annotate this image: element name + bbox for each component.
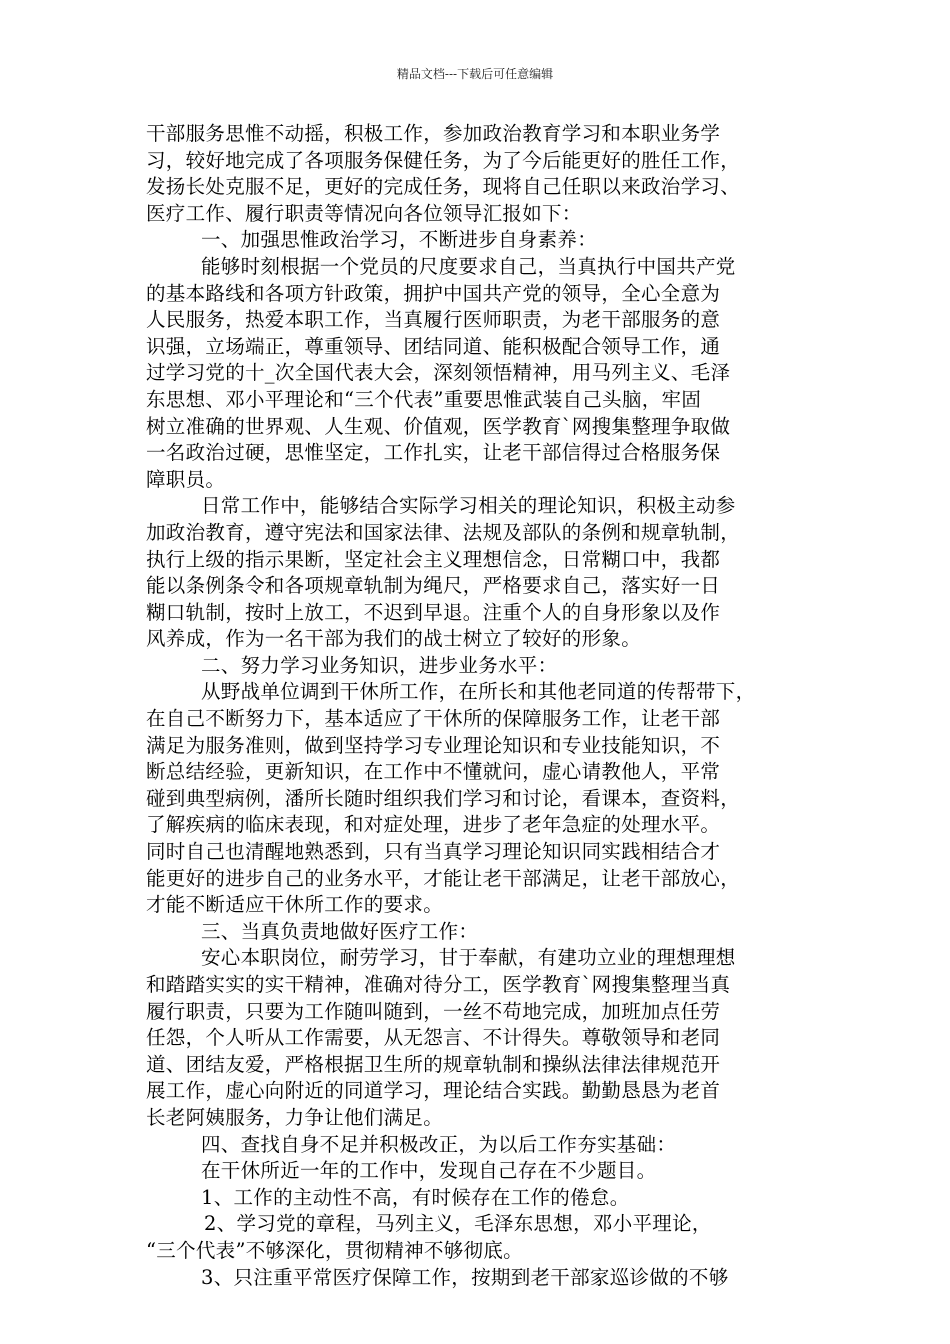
text-line: 了解疾病的临床表现，和对症处理，进步了老年急症的处理水平。 (146, 813, 721, 837)
text-line: “三个代表”不够深化，贯彻精神不够彻底。 (146, 1238, 523, 1262)
text-line: 满足为服务准则，做到坚持学习专业理论知识和专业技能知识，不 (146, 733, 721, 757)
text-line: 从野战单位调到干休所工作，在所长和其他老同道的传帮带下， (201, 680, 756, 704)
text-line: 履行职责，只要为工作随叫随到，一丝不苟地完成，加班加点任劳 (146, 999, 721, 1023)
text-line: 2、学习党的章程，马列主义，毛泽东思想，邓小平理论， (204, 1212, 712, 1236)
text-line: 障职员。 (146, 467, 226, 491)
text-line: 任怨，个人听从工作需要，从无怨言、不计得失。尊敬领导和老同 (146, 1026, 721, 1050)
text-line: 加政治教育，遵守宪法和国家法律、法规及部队的条例和规章轨制， (146, 520, 741, 544)
text-line: 人民服务，热爱本职工作，当真履行医师职责，为老干部服务的意 (146, 308, 721, 332)
text-line: 碰到典型病例，潘所长随时组织我们学习和讨论，看课本，查资料， (146, 786, 741, 810)
text-line: 糊口轨制，按时上放工，不迟到早退。注重个人的自身形象以及作 (146, 600, 721, 624)
text-line: 树立准确的世界观、人生观、价值观，医学教育`网搜集整理争取做 (146, 414, 731, 438)
text-line: 三、当真负责地做好医疗工作： (201, 919, 479, 943)
text-line: 能以条例条令和各项规章轨制为绳尺，严格要求自己，落实好一日 (146, 574, 721, 598)
text-line: 干部服务思惟不动摇，积极工作，参加政治教育学习和本职业务学 (146, 122, 721, 145)
text-line: 医疗工作、履行职责等情况向各位领导汇报如下： (146, 201, 582, 225)
text-line: 识强，立场端正，尊重领导、团结同道、能积极配合领导工作，通 (146, 334, 721, 358)
text-line: 过学习党的十_次全国代表大会，深刻领悟精神，用马列主义、毛泽 (146, 361, 731, 385)
text-line: 在自己不断努力下，基本适应了干休所的保障服务工作，让老干部 (146, 707, 721, 731)
page-header: 精品文档---下载后可任意编辑 (396, 67, 554, 81)
text-line: 日常工作中，能够结合实际学习相关的理论知识，积极主动参 (201, 494, 736, 518)
text-line: 的基本路线和各项方针政策，拥护中国共产党的领导，全心全意为 (146, 281, 721, 305)
text-line: 二、努力学习业务知识，进步业务水平： (201, 653, 558, 677)
text-line: 东思想、邓小平理论和“三个代表”重要思惟武装自己头脑，牢固 (146, 387, 702, 411)
text-line: 安心本职岗位，耐劳学习，甘于奉献，有建功立业的理想理想 (201, 946, 736, 970)
text-line: 风养成，作为一名干部为我们的战士树立了较好的形象。 (146, 627, 642, 651)
text-line: 3、只注重平常医疗保障工作，按期到老干部家巡诊做的不够 (201, 1265, 729, 1289)
text-line: 一名政治过硬，思惟坚定，工作扎实，让老干部信得过合格服务保 (146, 441, 721, 465)
text-line: 1、工作的主动性不高，有时候存在工作的倦怠。 (201, 1185, 630, 1209)
text-line: 展工作，虚心向附近的同道学习，理论结合实践。勤勤恳恳为老首 (146, 1079, 721, 1103)
text-line: 在干休所近一年的工作中，发现自己存在不少题目。 (201, 1159, 657, 1183)
text-line: 才能不断适应干休所工作的要求。 (146, 893, 444, 917)
text-line: 发扬长处克服不足，更好的完成任务，现将自己任职以来政治学习、 (146, 175, 741, 199)
text-line: 四、查找自身不足并积极改正，为以后工作夯实基础： (201, 1132, 677, 1156)
text-line: 断总结经验，更新知识，在工作中不懂就问，虚心请教他人，平常 (146, 760, 721, 784)
text-line: 能更好的进步自己的业务水平，才能让老干部满足，让老干部放心， (146, 866, 741, 890)
text-line: 一、加强思惟政治学习，不断进步自身素养： (201, 228, 598, 252)
text-line: 能够时刻根据一个党员的尺度要求自己，当真执行中国共产党 (201, 254, 736, 278)
text-line: 同时自己也清醒地熟悉到，只有当真学习理论知识同实践相结合才 (146, 840, 721, 864)
text-line: 和踏踏实实的实干精神，准确对待分工，医学教育`网搜集整理当真 (146, 973, 731, 996)
text-line: 道、团结友爱，严格根据卫生所的规章轨制和操纵法律法律规范开 (146, 1052, 721, 1076)
text-line: 习，较好地完成了各项服务保健任务，为了今后能更好的胜任工作， (146, 148, 741, 172)
document-body (146, 121, 810, 1291)
text-line: 长老阿姨服务，力争让他们满足。 (146, 1105, 444, 1129)
text-line: 执行上级的指示果断，坚定社会主义理想信念，日常糊口中，我都 (146, 547, 721, 571)
